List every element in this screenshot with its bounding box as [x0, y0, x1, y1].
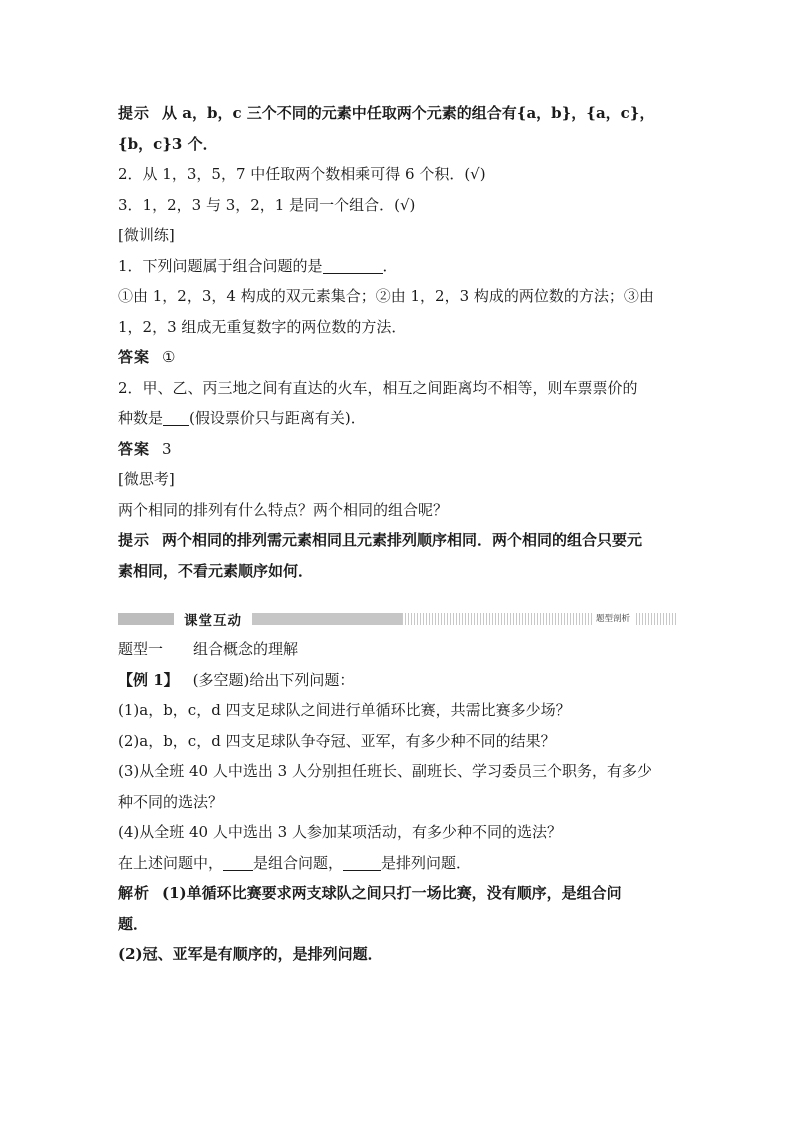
document-page	[118, 98, 678, 970]
q1-text: 1．下列问题属于组合问题的是	[118, 256, 323, 275]
problem-1: (1)a，b，c，d 四支足球队之间进行单循环比赛，共需比赛多少场？	[118, 701, 571, 719]
hint-line	[118, 98, 678, 129]
band-bar-left	[118, 613, 174, 625]
problem-3: (3)从全班 40 人中选出 3 人分别担任班长、副班长、学习委员三个职务，有多少	[118, 762, 652, 780]
type-heading	[118, 634, 678, 665]
q1-options-cont: 1，2，3 组成无重复数字的两位数的方法．	[118, 317, 407, 336]
answer-blank	[343, 854, 381, 871]
answer-label: 答案	[118, 439, 151, 458]
analysis-1	[118, 878, 678, 909]
band-solid-segment	[252, 613, 402, 625]
hint-text: 两个相同的排列需元素相同且元素排列顺序相同．两个相同的组合只要元	[162, 531, 643, 549]
answer-blank	[223, 854, 253, 871]
example-intro	[118, 665, 678, 696]
problem-2: (2)a，b，c，d 四支足球队争夺冠、亚军，有多少种不同的结果？	[118, 731, 556, 750]
answer-line-1	[118, 342, 678, 373]
thinking-hint	[118, 525, 678, 556]
training-heading: [微训练]	[118, 226, 175, 244]
hint-label: 提示	[118, 104, 151, 122]
hint-label: 提示	[118, 531, 151, 549]
training-q1	[118, 251, 678, 282]
fill-text: 在上述问题中，	[118, 853, 224, 872]
analysis-text: (1)单循环比赛要求两支球队之间只打一场比赛，没有顺序，是组合问	[162, 884, 622, 902]
fill-text-mid: 是组合问题，	[253, 853, 344, 872]
answer-blank	[323, 257, 383, 274]
thinking-heading: [微思考]	[118, 470, 175, 488]
q2-end: (假设票价只与距离有关)．	[189, 409, 366, 427]
hint-text: 从 a，b，c 三个不同的元素中任取两个元素的组合有{a，b}，{a，c}，	[162, 104, 655, 122]
answer-value: ①	[162, 348, 176, 366]
statement-2: 2．从 1，3，5，7 中任取两个数相乘可得 6 个积．(√)	[118, 165, 486, 183]
section-band	[118, 612, 678, 629]
type-label: 题型一	[118, 640, 164, 658]
training-q2: 2．甲、乙、丙三地之间有直达的火车，相互之间距离均不相等，则车票票价的	[118, 378, 638, 397]
q1-end: ．	[382, 256, 398, 275]
band-bar-right	[252, 613, 678, 625]
fill-question	[118, 848, 678, 879]
example-intro-text: (多空题)给出下列问题：	[192, 670, 355, 689]
hint-text-cont: 素相同，不看元素顺序如何．	[118, 561, 314, 580]
problem-3-cont: 种不同的选法？	[118, 792, 224, 811]
statement-3: 3．1，2，3 与 3，2，1 是同一个组合．(√)	[118, 195, 416, 214]
answer-line-2	[118, 434, 678, 465]
problem-4: (4)从全班 40 人中选出 3 人参加某项活动，有多少种不同的选法？	[118, 823, 562, 841]
answer-label: 答案	[118, 348, 151, 366]
analysis-label: 解析	[118, 884, 151, 902]
q1-options: ①由 1，2，3，4 构成的双元素集合；②由 1，2，3 构成的两位数的方法；③由	[118, 287, 654, 305]
fill-text-end: 是排列问题．	[381, 853, 472, 872]
type-title: 组合概念的理解	[193, 640, 299, 658]
thinking-question: 两个相同的排列有什么特点？两个相同的组合呢？	[118, 500, 449, 519]
hint-text-cont: {b，c}3 个．	[118, 134, 218, 153]
analysis-1-cont: 题．	[118, 914, 149, 933]
section-title: 课堂互动	[184, 613, 242, 629]
training-q2-cont	[118, 403, 678, 434]
analysis-2: (2)冠、亚军是有顺序的，是排列问题．	[118, 945, 383, 963]
q2-text: 种数是	[118, 409, 164, 427]
section-subtitle: 题型剖析	[592, 612, 634, 626]
example-tag: 【例 1】	[118, 670, 179, 689]
answer-blank	[163, 409, 189, 426]
answer-value: 3	[162, 439, 172, 458]
